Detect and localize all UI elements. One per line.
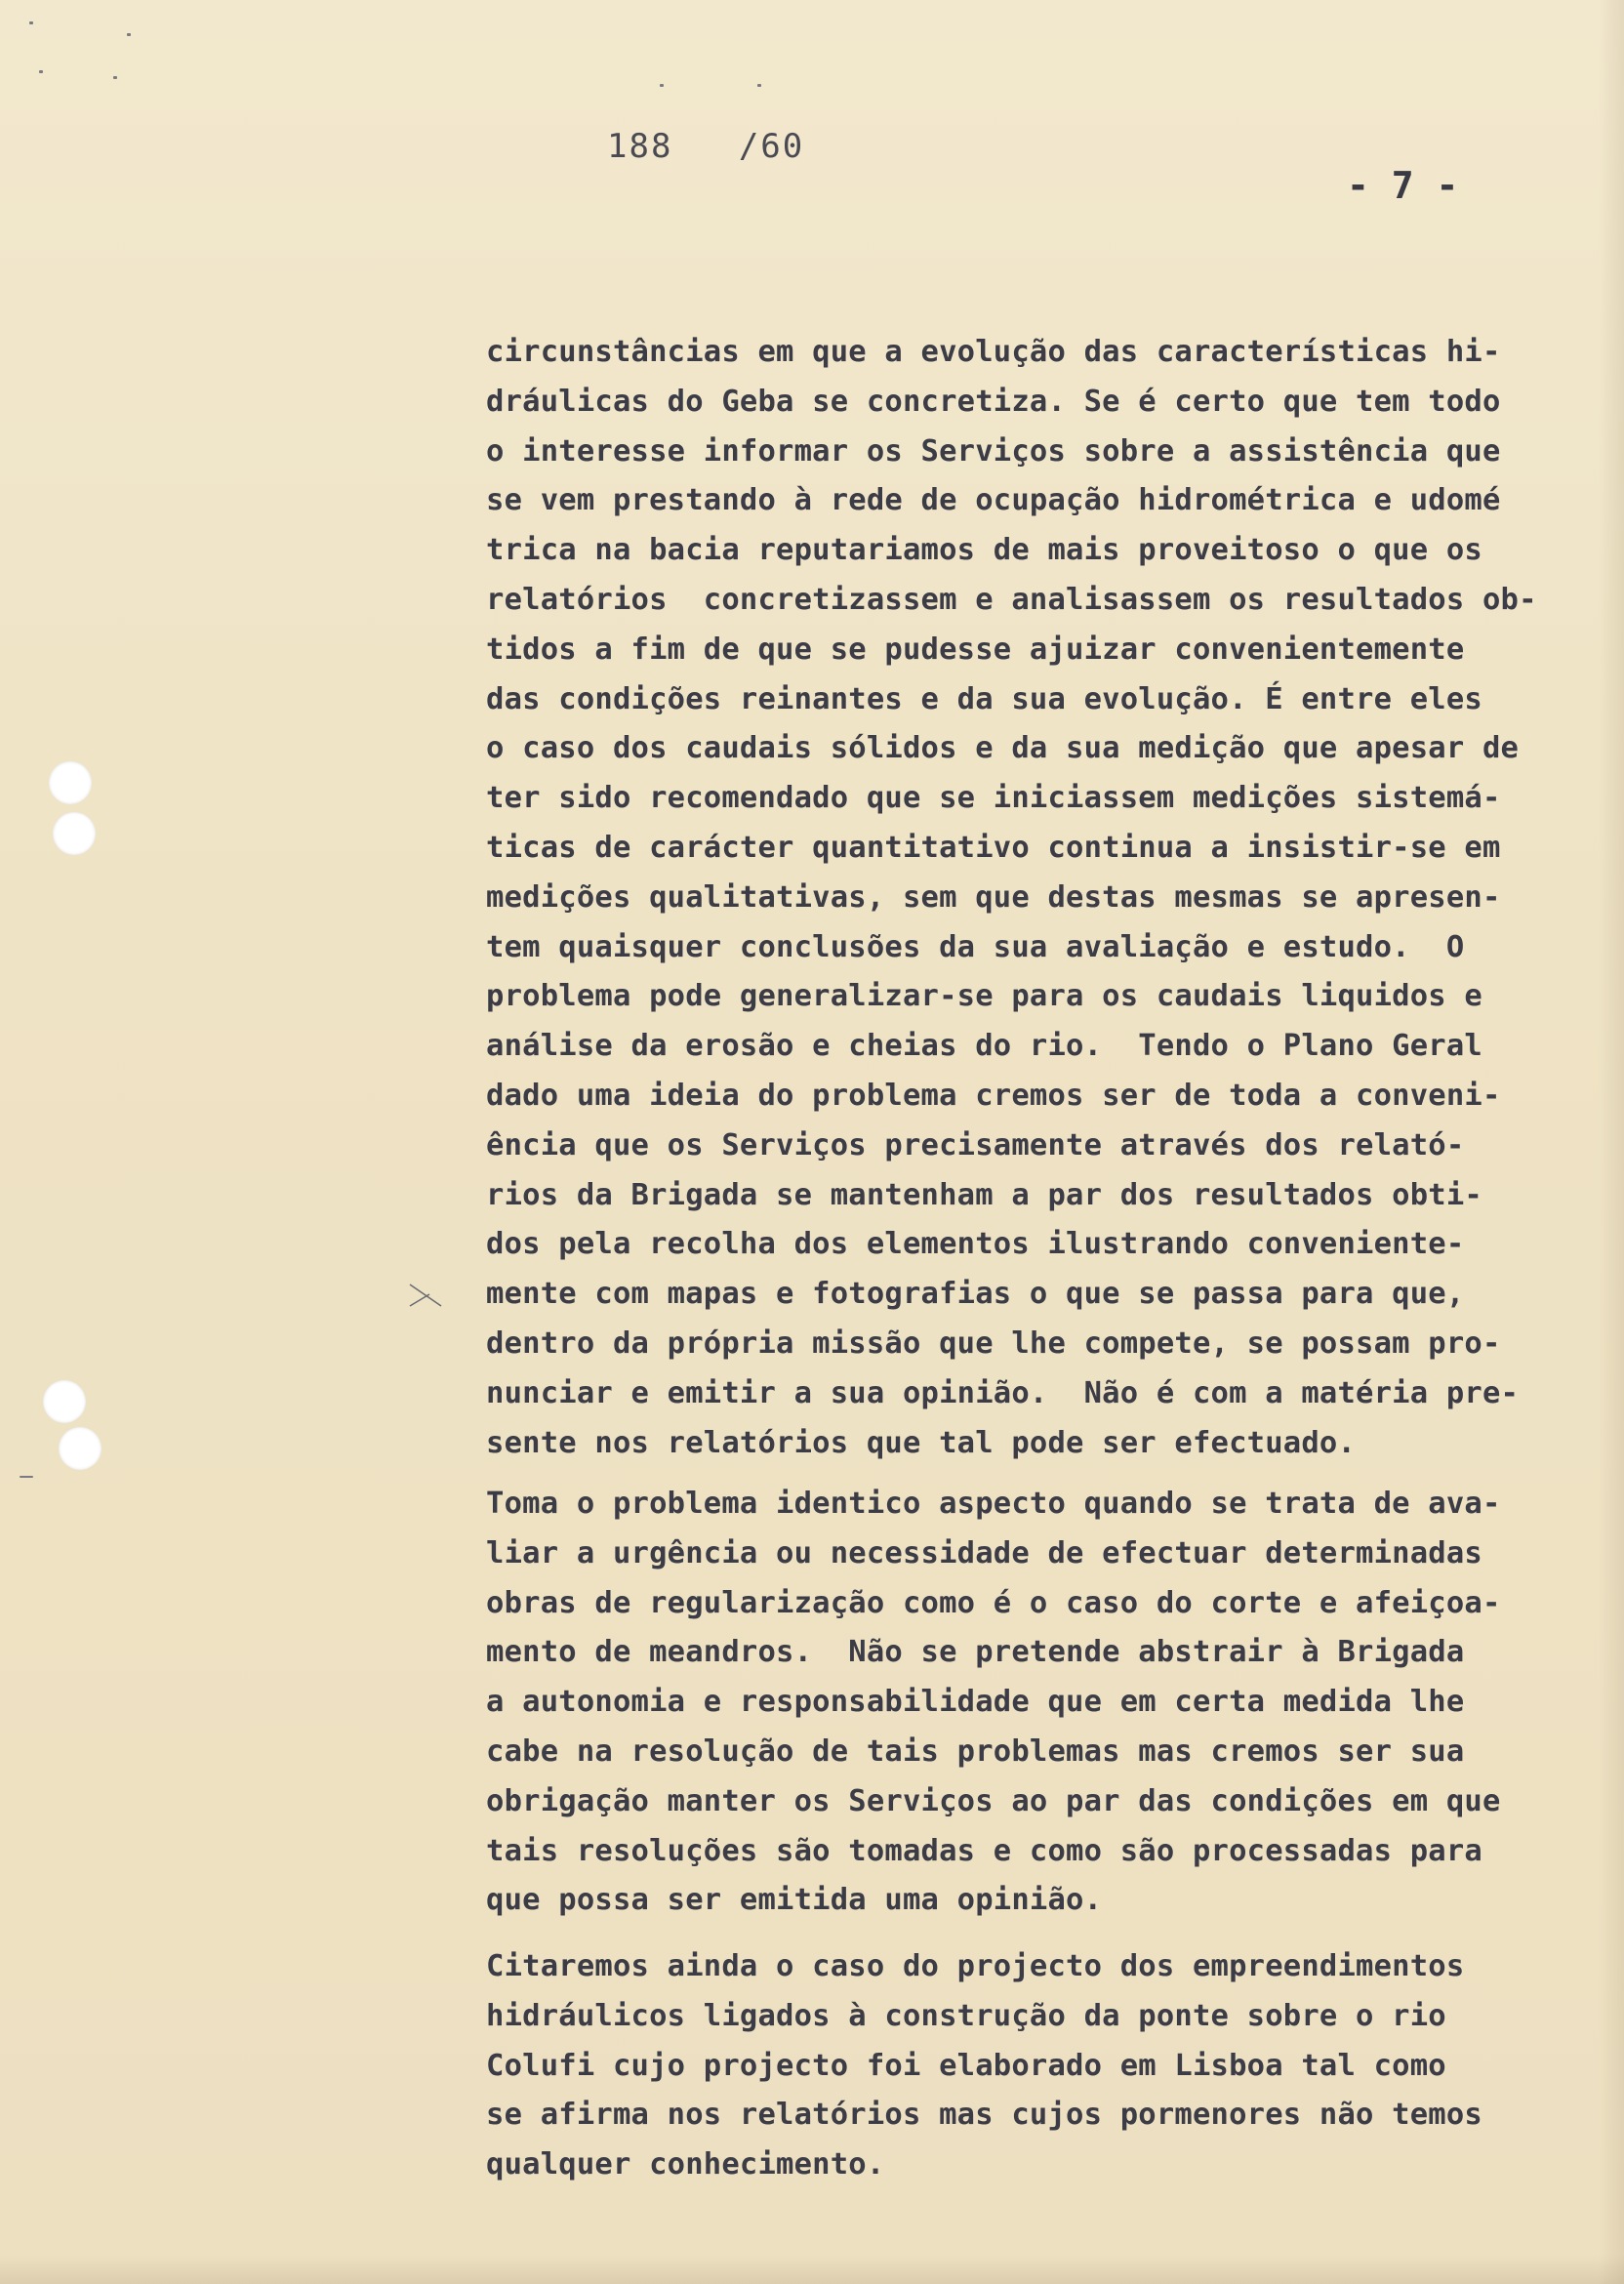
reference-number: 188 /60	[607, 127, 805, 166]
text-line: liar a urgência ou necessidade de efectuar determinadas	[486, 1535, 1482, 1570]
text-line: o caso dos caudais sólidos e da sua medição que apesar de	[486, 731, 1520, 766]
text-line: nunciar e emitir a sua opinião. Não é com a matéria pre-	[486, 1375, 1520, 1410]
text-line: cabe na resolução de tais problemas mas cremos ser sua	[486, 1733, 1465, 1769]
text-line: Toma o problema identico aspecto quando se trata de ava-	[486, 1487, 1501, 1521]
text-line: ter sido recomendado que se iniciassem medições sistemá-	[486, 781, 1501, 816]
text-line: dos pela recolha dos elementos ilustrando conveniente-	[486, 1227, 1465, 1262]
punch-hole	[53, 812, 96, 855]
paragraph-2	[486, 1480, 1608, 1926]
text-line: trica na bacia reputariamos de mais proveitoso o que os	[486, 533, 1482, 568]
paper-speck	[660, 84, 664, 87]
paragraph-1	[486, 328, 1608, 1468]
text-line: rios da Brigada se mantenham a par dos resultados obti-	[486, 1177, 1482, 1212]
margin-cross-mark-icon	[408, 1277, 445, 1314]
paper-speck	[29, 21, 33, 24]
text-line: hidráulicos ligados à construção da ponte sobre o rio	[486, 1998, 1446, 2033]
paper-speck	[127, 33, 131, 36]
text-line: tem quaisquer conclusões da sua avaliação e estudo. O	[486, 929, 1465, 964]
text-line: circunstâncias em que a evolução das características hi-	[486, 335, 1501, 369]
paper-speck	[757, 84, 761, 87]
paper-speck	[113, 76, 117, 79]
text-line: o interesse informar os Serviços sobre a assistência que	[486, 433, 1501, 469]
text-line: das condições reinantes e da sua evolução. É entre eles	[486, 681, 1482, 716]
text-line: qualquer conhecimento.	[486, 2147, 885, 2182]
text-line: dado uma ideia do problema cremos ser de toda a conveni-	[486, 1078, 1501, 1113]
text-line: ência que os Serviços precisamente através dos relató-	[486, 1127, 1465, 1162]
paper-speck	[39, 70, 43, 73]
text-line: dentro da própria missão que lhe compete, se possam pro-	[486, 1326, 1501, 1361]
text-line: mente com mapas e fotografias o que se passa para que,	[486, 1277, 1465, 1312]
text-line: se afirma nos relatórios mas cujos pormenores não temos	[486, 2098, 1482, 2133]
text-line: tais resoluções são tomadas e como são processadas para	[486, 1833, 1482, 1868]
text-line: obrigação manter os Serviços ao par das condições em que	[486, 1783, 1501, 1818]
text-line: análise da erosão e cheias do rio. Tendo o Plano Geral	[486, 1029, 1482, 1064]
text-line: sente nos relatórios que tal pode ser efectuado.	[486, 1425, 1357, 1460]
text-line: tidos a fim de que se pudesse ajuizar convenientemente	[486, 632, 1465, 667]
text-line: obras de regularização como é o caso do corte e afeiçoa-	[486, 1585, 1501, 1620]
punch-hole	[49, 761, 92, 804]
punch-hole	[59, 1427, 102, 1470]
text-line: ticas de carácter quantitativo continua a insistir-se em	[486, 830, 1501, 865]
text-line: problema pode generalizar-se para os caudais liquidos e	[486, 979, 1482, 1014]
text-line: a autonomia e responsabilidade que em certa medida lhe	[486, 1685, 1465, 1720]
text-line: relatórios concretizassem e analisassem os resultados ob-	[486, 582, 1537, 617]
paragraph-3	[486, 1942, 1608, 2190]
page-number: - 7 -	[1347, 164, 1459, 207]
page-bottom-fold	[0, 2255, 1624, 2284]
text-line: que possa ser emitida uma opinião.	[486, 1883, 1103, 1918]
text-line: mento de meandros. Não se pretende abstrair à Brigada	[486, 1635, 1465, 1670]
paper-speck	[20, 1476, 33, 1478]
text-line: Citaremos ainda o caso do projecto dos empreendimentos	[486, 1949, 1465, 1983]
text-line: se vem prestando à rede de ocupação hidrométrica e udomé	[486, 483, 1501, 518]
punch-hole	[43, 1380, 86, 1423]
text-line: dráulicas do Geba se concretiza. Se é certo que tem todo	[486, 384, 1501, 419]
text-line: medições qualitativas, sem que destas mesmas se apresen-	[486, 879, 1501, 915]
text-line: Colufi cujo projecto foi elaborado em Lisboa tal como	[486, 2048, 1446, 2083]
